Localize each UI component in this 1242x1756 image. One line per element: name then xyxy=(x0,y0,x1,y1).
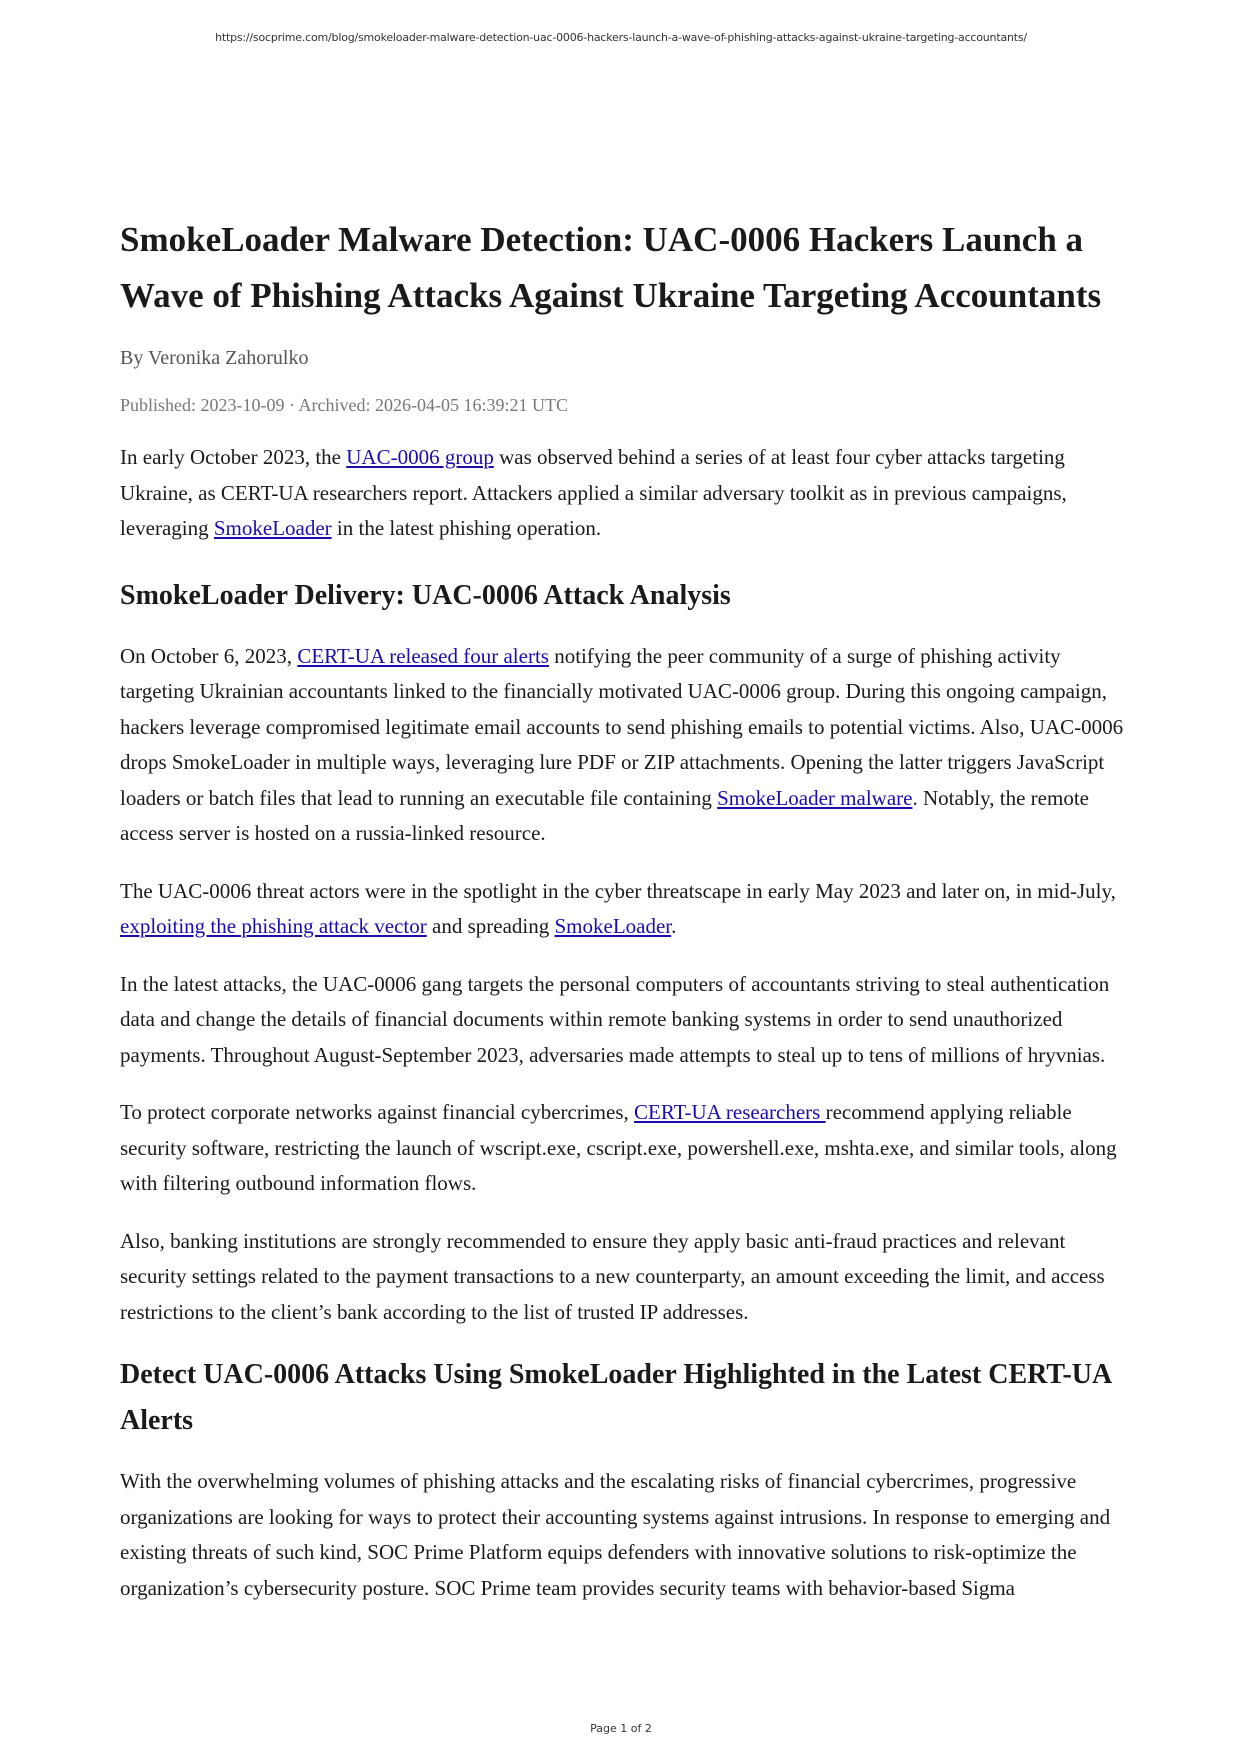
link-cert-ua-researchers[interactable]: CERT-UA researchers xyxy=(634,1100,826,1124)
text: To protect corporate networks against financial cybercrimes, xyxy=(120,1100,634,1124)
link-uac-0006-group[interactable]: UAC-0006 group xyxy=(346,445,494,469)
link-smokeloader-2[interactable]: SmokeLoader xyxy=(554,914,672,938)
link-smokeloader-malware[interactable]: SmokeLoader malware xyxy=(717,785,913,810)
text: in the latest phishing operation. xyxy=(331,516,602,540)
paragraph-banking: Also, banking institutions are strongly recommended to ensure they apply basic anti-fraud practices and relevant security settings related to the payment transactions to a new counterparty, an amount exceeding the limit, and access restrictions to the client’s bank according to the list of trusted IP addresses. xyxy=(120,1228,1105,1324)
text: The UAC-0006 threat actors were in the spotlight in the cyber threatscape in early May 2023 and later on, in mid-July, xyxy=(120,878,1116,903)
text: In early October 2023, the xyxy=(120,445,347,469)
text: notifying the peer community of a surge of phishing activity targeting Ukrainian accountants linked to the financially motivated UAC-0006 group. During this ongoing campaign, hackers leverage compromised legitimate email accounts to send phishing emails to potential victims. Also, UAC-0006 drops SmokeLoader in multiple ways, leveraging lure PDF or ZIP attachments. Opening the latter triggers JavaScript loaders or batch files that lead to running an executable file containing xyxy=(120,643,1124,810)
paragraph-soc-prime: With the overwhelming volumes of phishing attacks and the escalating risks of financial cybercrimes, progressive organizations are looking for ways to protect their accounting systems against intrusions. In response to emerging and existing threats of such kind, SOC Prime Platform equips defenders with innovative solutions to risk-optimize the organization’s cybersecurity posture. SOC Prime team provides security teams with behavior-based Sigma xyxy=(120,1469,1111,1600)
section-heading-detect: Detect UAC-0006 Attacks Using SmokeLoader Highlighted in the Latest CERT-UA Alerts xyxy=(120,1359,1111,1436)
link-smokeloader[interactable]: SmokeLoader xyxy=(213,516,332,540)
link-phishing-attack-vector[interactable]: exploiting the phishing attack vector xyxy=(120,914,427,938)
paragraph-intro xyxy=(120,440,1130,547)
text: . Notably, the remote access server is hosted on a russia-linked resource. xyxy=(120,785,1089,845)
text: was observed behind a series of at least four cyber attacks targeting Ukraine, as CERT-UA researchers report. Attackers applied a similar adversary toolkit as in previous campaigns, leveraging xyxy=(120,445,1067,540)
section-heading-attack-analysis: SmokeLoader Delivery: UAC-0006 Attack Analysis xyxy=(120,579,731,611)
paragraph-threat-actors xyxy=(120,874,1130,945)
article xyxy=(120,212,1130,1606)
text: On October 6, 2023, xyxy=(120,643,298,668)
text: and spreading xyxy=(426,914,555,938)
paragraph-latest-attacks: In the latest attacks, the UAC-0006 gang targets the personal computers of accountants striving to steal authentication data and change the details of financial documents within remote banking systems in order to send unauthorized payments. Throughout August-September 2023, adversaries made attempts to steal up to tens of millions of hryvnias. xyxy=(120,971,1110,1067)
author-byline: By Veronika Zahorulko xyxy=(120,347,309,369)
paragraph-protection xyxy=(120,1095,1130,1202)
page-url: https://socprime.com/blog/smokeloader-malware-detection-uac-0006-hackers-launch-a-wave-of-phishing-attacks-against-ukraine-targeting-accountants/ xyxy=(215,31,1027,44)
text: recommend applying reliable security software, restricting the launch of wscript.exe, cscript.exe, powershell.exe, mshta.exe, and similar tools, along with filtering outbound information flows. xyxy=(120,1100,1117,1195)
article-title: SmokeLoader Malware Detection: UAC-0006 Hackers Launch a Wave of Phishing Attacks Against Ukraine Targeting Accountants xyxy=(120,220,1102,315)
link-cert-ua-alerts[interactable]: CERT-UA released four alerts xyxy=(297,643,549,668)
paragraph-analysis xyxy=(120,639,1130,852)
page-number: Page 1 of 2 xyxy=(590,1722,652,1735)
text: . xyxy=(671,914,677,938)
publish-meta: Published: 2023-10-09 · Archived: 2026-04-05 16:39:21 UTC xyxy=(120,395,568,415)
